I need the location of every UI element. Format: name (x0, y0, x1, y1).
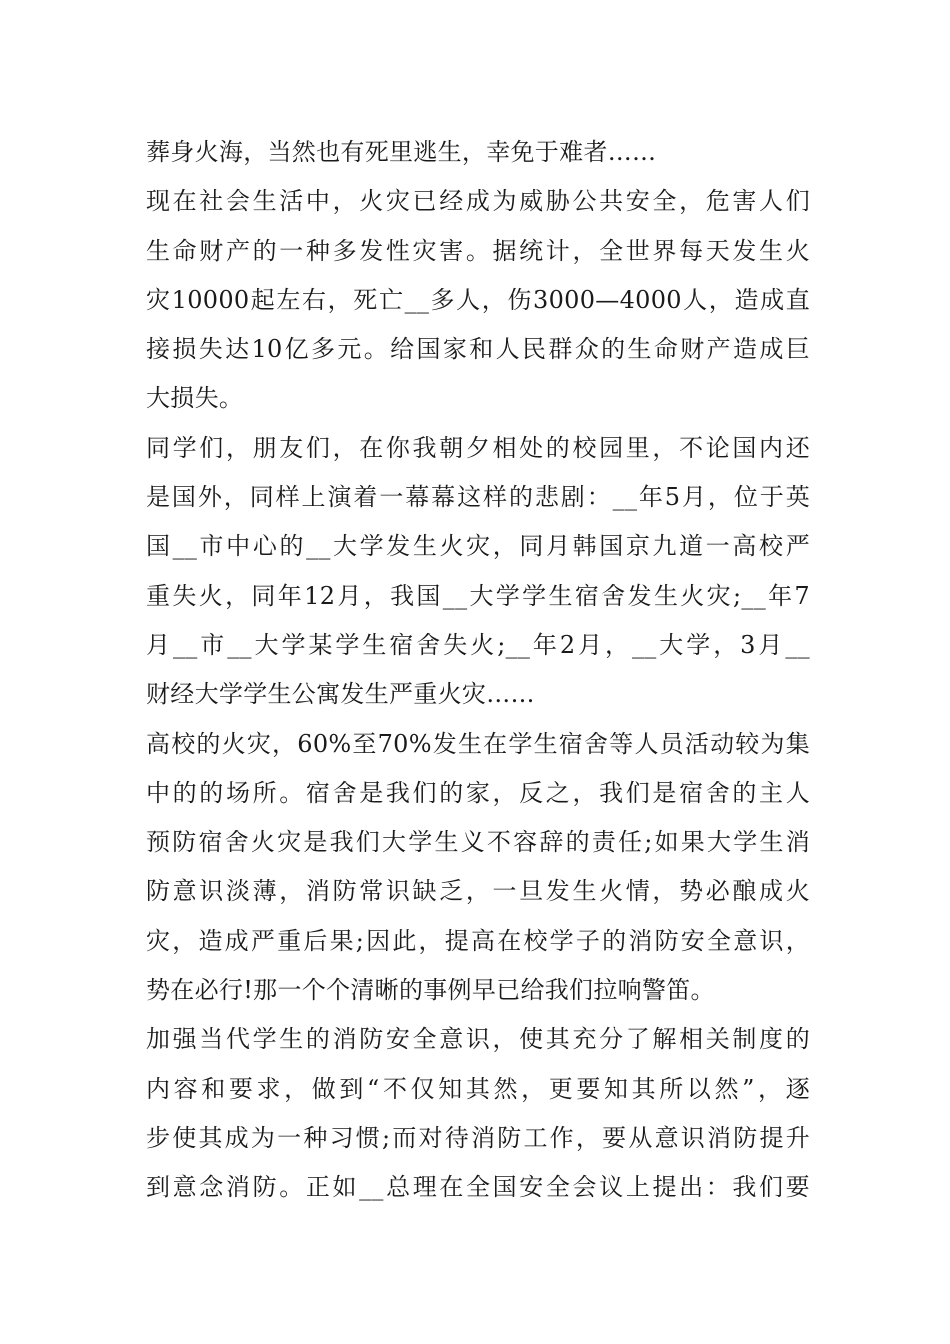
text-line: 是国外，同样上演着一幕幕这样的悲剧：__年5月，位于英 (146, 483, 810, 512)
text-line: 势在必行!那一个个清晰的事例早已给我们拉响警笛。 (146, 976, 715, 1005)
text-line: 灾10000起左右，死亡__多人，伤3000—4000人，造成直 (146, 285, 810, 314)
text-line: 葬身火海，当然也有死里逃生，幸免于难者…… (146, 138, 657, 166)
text-line: 加强当代学生的消防安全意识，使其充分了解相关制度的 (146, 1025, 810, 1054)
text-line: 接损失达10亿多元。给国家和人民群众的生命财产造成巨 (146, 335, 810, 364)
text-line: 重失火，同年12月，我国__大学学生宿舍发生火灾;__年7 (146, 581, 810, 610)
text-line: 国__市中心的__大学发生火灾，同月韩国京九道一高校严 (146, 532, 810, 561)
text-line: 现在社会生活中，火灾已经成为威胁公共安全，危害人们 (146, 187, 810, 216)
text-line: 同学们，朋友们，在你我朝夕相处的校园里，不论国内还 (146, 433, 810, 462)
body-text (146, 128, 810, 1213)
text-line: 步使其成为一种习惯;而对待消防工作，要从意识消防提升 (146, 1123, 810, 1152)
text-line: 到意念消防。正如__总理在全国安全会议上提出：我们要 (146, 1173, 810, 1202)
text-line: 内容和要求，做到“不仅知其然，更要知其所以然”，逐 (146, 1074, 810, 1103)
text-line: 生命财产的一种多发性灾害。据统计，全世界每天发生火 (146, 236, 810, 265)
text-line: 防意识淡薄，消防常识缺乏，一旦发生火情，势必酿成火 (146, 877, 810, 906)
text-line: 大损失。 (146, 384, 244, 413)
text-line: 高校的火灾，60%至70%发生在学生宿舍等人员活动较为集 (146, 729, 810, 758)
text-line: 财经大学学生公寓发生严重火灾…… (146, 680, 535, 709)
text-line: 预防宿舍火灾是我们大学生义不容辞的责任;如果大学生消 (146, 828, 810, 857)
text-line: 月__市__大学某学生宿舍失火;__年2月，__大学，3月__ (146, 630, 810, 659)
text-line: 中的的场所。宿舍是我们的家，反之，我们是宿舍的主人 (146, 778, 810, 807)
text-line: 灾，造成严重后果;因此，提高在校学子的消防安全意识， (146, 926, 810, 955)
